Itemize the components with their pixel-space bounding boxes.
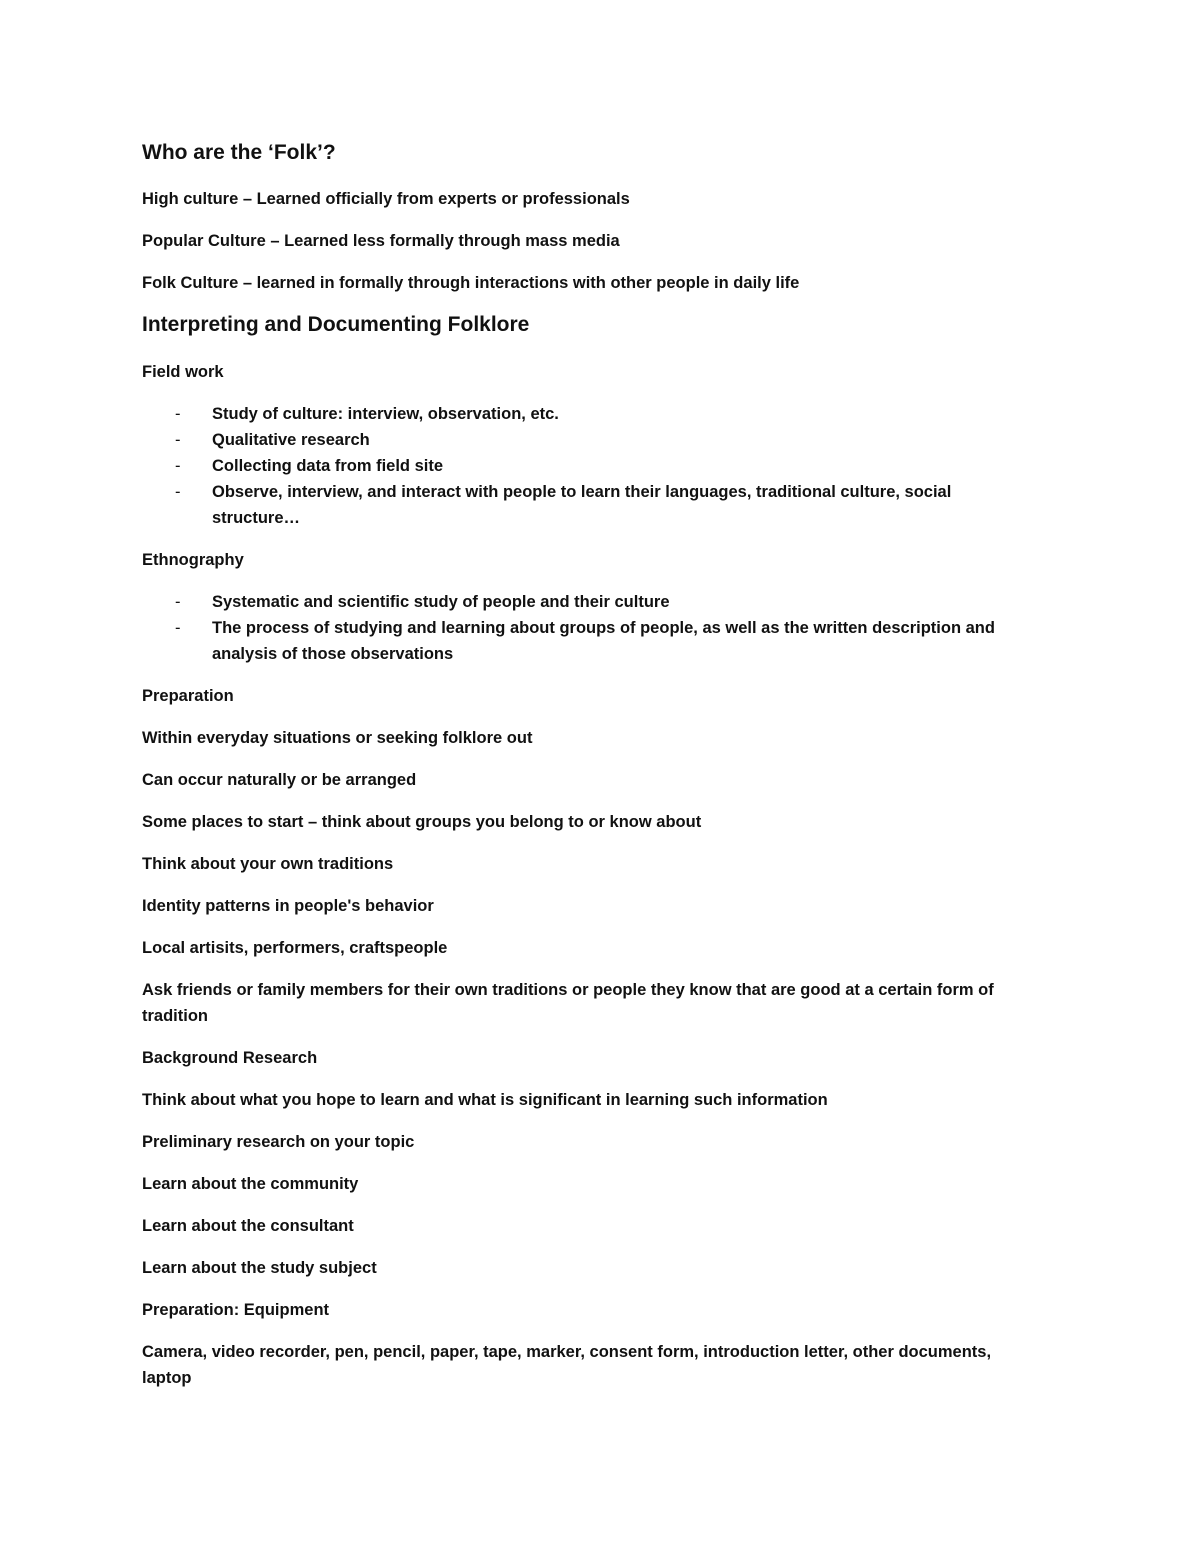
heading-ethnography: Ethnography (142, 550, 244, 569)
preparation-line: Some places to start – think about groups you belong to or know about (142, 812, 702, 831)
list-item-text: Study of culture: interview, observation, etc. (212, 404, 559, 423)
heading-field-work: Field work (142, 362, 224, 381)
heading-preparation: Preparation (142, 686, 234, 705)
list-item-text: Collecting data from field site (212, 456, 444, 475)
preparation-line: Within everyday situations or seeking folklore out (142, 728, 533, 747)
definition-folk-culture: Folk Culture – learned in formally through interactions with other people in daily life (142, 274, 800, 293)
list-item (142, 615, 1042, 667)
list-item-text: The process of studying and learning about groups of people, as well as the written description and analysis of those observations (212, 618, 995, 663)
background-line: Learn about the consultant (142, 1216, 354, 1235)
background-line: Learn about the study subject (142, 1258, 377, 1277)
heading-background-research: Background Research (142, 1048, 318, 1067)
list-item-text: Qualitative research (212, 430, 370, 449)
definition-popular-culture: Popular Culture – Learned less formally through mass media (142, 232, 620, 251)
dash-bullet: - (175, 456, 181, 475)
dash-bullet: - (175, 482, 181, 501)
dash-bullet: - (175, 618, 181, 637)
dash-bullet: - (175, 404, 181, 423)
background-line: Preliminary research on your topic (142, 1132, 415, 1151)
field-work-list (142, 401, 1042, 531)
page-title: Who are the ‘Folk’? (142, 141, 336, 164)
list-item-text: Observe, interview, and interact with people to learn their languages, traditional culture, social structure… (212, 482, 952, 527)
heading-equipment: Preparation: Equipment (142, 1300, 330, 1319)
dash-bullet: - (175, 592, 181, 611)
preparation-line: Identity patterns in people's behavior (142, 896, 434, 915)
list-item (142, 589, 1042, 615)
background-line: Learn about the community (142, 1174, 359, 1193)
ethnography-list (142, 589, 1042, 667)
preparation-line: Can occur naturally or be arranged (142, 770, 417, 789)
list-item (142, 479, 1042, 531)
list-item (142, 401, 1042, 427)
equipment-line: Camera, video recorder, pen, pencil, paper, tape, marker, consent form, introduction letter, other documents, laptop (142, 1342, 992, 1387)
list-item-text: Systematic and scientific study of people and their culture (212, 592, 670, 611)
preparation-line: Ask friends or family members for their own traditions or people they know that are good at a certain form of tradition (142, 980, 994, 1025)
list-item (142, 453, 1042, 479)
dash-bullet: - (175, 430, 181, 449)
preparation-line: Local artisits, performers, craftspeople (142, 938, 448, 957)
preparation-line: Think about your own traditions (142, 854, 394, 873)
background-line: Think about what you hope to learn and what is significant in learning such information (142, 1090, 828, 1109)
list-item (142, 427, 1042, 453)
definition-high-culture: High culture – Learned officially from experts or professionals (142, 190, 630, 209)
document-page (142, 140, 1042, 1407)
section-title-interpreting: Interpreting and Documenting Folklore (142, 313, 530, 337)
